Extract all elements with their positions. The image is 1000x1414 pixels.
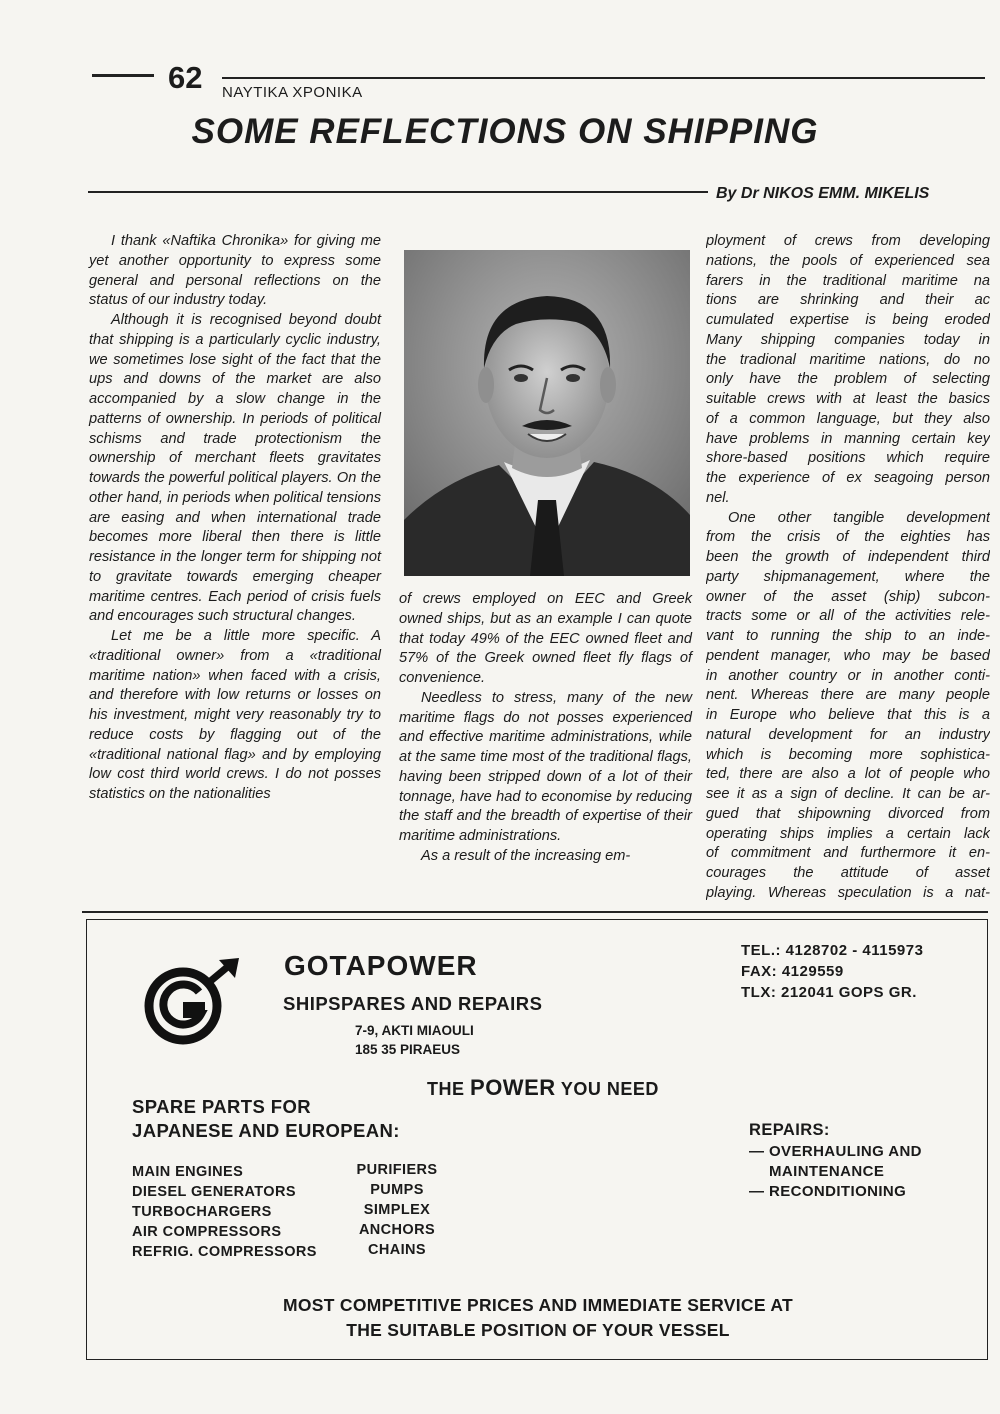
text-line: only have the problem of selecting [706, 371, 990, 388]
text-line: tracts some or all of the activities rele- [706, 608, 990, 625]
text-line: cumulated expertise is being eroded [706, 312, 990, 328]
text-line: nel. [706, 489, 730, 506]
text-line: from the crisis of the eighties has [706, 529, 990, 546]
list-item: SIMPLEX [363, 1202, 431, 1218]
advertisement [86, 919, 988, 1360]
paragraph: Let me be a little more specific. A «traditional owner» from a «traditional maritime nation» when faced with a crisis, and therefore with low returns or losses on his investment, might very reasonably try to reduce costs by flagging out of the «traditional national flag» and by employing low cost third world crews. I do not posses statistics on the nationalities [89, 628, 381, 802]
paragraph: I thank «Naftika Chronika» for giving me yet another opportunity to express some general and personal reflections on the status of our industry today. [89, 233, 381, 309]
list-item: DIESEL GENERATORS [132, 1184, 296, 1200]
list-item: PUMPS [370, 1182, 424, 1198]
repairs-title: REPAIRS: [749, 1121, 830, 1139]
text-line: owner of the asset (ship) subcon- [706, 588, 990, 605]
text-line: nations, the pools of experienced sea [706, 252, 990, 269]
text-line: playing. Whereas speculation is a nat- [706, 884, 990, 901]
list-item: CHAINS [368, 1242, 426, 1258]
text-line: which is becoming more sophistica- [706, 746, 990, 763]
ad-parts-list-left [132, 1162, 317, 1262]
text-line: been the growth of independent third [706, 549, 990, 565]
heading-line: JAPANESE AND EUROPEAN: [132, 1120, 400, 1141]
article-column-2 [399, 590, 692, 867]
text-line: in Europe who believe that this is a [706, 707, 990, 723]
text-line: farers in the traditional maritime na [706, 272, 990, 289]
list-item: PURIFIERS [356, 1162, 438, 1178]
article-title: SOME REFLECTIONS ON SHIPPING [191, 112, 819, 151]
text-line: ted, there are also a lot of people who [706, 766, 990, 783]
address-line: 7-9, AKTI MIAOULI [355, 1023, 474, 1038]
ad-spare-parts-heading [132, 1095, 400, 1143]
text-line: gued that shipowning divorced from [706, 805, 990, 822]
list-item: AIR COMPRESSORS [132, 1224, 282, 1240]
text-line: natural development for an industry [706, 726, 990, 743]
text-line: party shipmanagement, where the [706, 568, 990, 585]
author-photo [404, 250, 690, 576]
ad-contact [741, 940, 923, 1003]
list-item: — RECONDITIONING [749, 1183, 907, 1200]
paragraph: of crews employed on EEC and Greek owned ships, but as an example I can quote that today 49% of the EEC owned fleet and 57% of the Greek owned fleet fly flags of convenience. [399, 591, 692, 686]
address-line: 185 35 PIRAEUS [355, 1042, 461, 1057]
ad-top-rule [82, 911, 988, 913]
text-line: of a common language, but they also [706, 410, 990, 427]
text-line: suitable crews with at least the basics [706, 391, 990, 407]
text-line: in another country or in another conti- [706, 667, 990, 684]
ad-subtitle: SHIPSPARES AND REPAIRS [283, 993, 543, 1014]
ad-repairs [749, 1120, 922, 1202]
text-line: ployment of crews from developing [706, 233, 990, 249]
header-rule-right [222, 77, 985, 79]
text-line: pendent manager, who may be based [706, 647, 990, 664]
list-item: REFRIG. COMPRESSORS [132, 1244, 317, 1260]
text-line: the experience of ex seagoing person [706, 470, 990, 486]
slogan-power: POWER [470, 1075, 556, 1100]
paragraph: As a result of the increasing em- [421, 847, 631, 864]
footer-line: THE SUITABLE POSITION OF YOUR VESSEL [346, 1320, 730, 1340]
ad-parts-list-right [337, 1160, 457, 1260]
text-line: shore-based positions which require [706, 450, 990, 467]
tel: TEL.: 4128702 - 4115973 [741, 942, 924, 959]
paragraph: Needless to stress, many of the new maritime flags do not posses experienced and effective maritime administrations, while at the same time most of the traditional flags, having been stripped down of a lot of their tonnage, have had to economise by reducing the staff and the breadth of expertise of their maritime administrations. [399, 689, 692, 844]
text-line: nent. Whereas there are many people [706, 687, 990, 704]
text-line: the tradional maritime nations, do no [706, 351, 990, 368]
footer-line: MOST COMPETITIVE PRICES AND IMMEDIATE SERVICE AT [283, 1295, 793, 1315]
page-number: 62 [168, 60, 203, 95]
text-line: see it as a sign of decline. It can be ar- [706, 786, 990, 802]
text-line: have problems in manning certain key [706, 430, 990, 447]
text-line: of commitment and furthermore it en- [706, 845, 990, 862]
byline: By Dr NIKOS EMM. MIKELIS [716, 185, 930, 202]
ad-brand-name: GOTAPOWER [284, 950, 478, 981]
list-item: MAINTENANCE [769, 1163, 885, 1180]
list-item: ANCHORS [358, 1222, 436, 1238]
paragraph: Although it is recognised beyond doubt that shipping is a particularly cyclic industry, we sometimes lose sight of the fact that the ups and downs of the market are also accompanied by a slow change in the patterns of ownership. In periods of political schisms and trade protectionism the ownership of merchant fleets gravitates towards the powerful political players. On the other hand, in periods when political tensions are easing and when international trade becomes more liberal then there is little resistance in the longer term for shipping not to gravitate towards emerging cheaper maritime centres. Each period of crisis fuels and encourages such structural changes. [89, 312, 381, 625]
ad-slogan [427, 1075, 659, 1101]
text-line: courages the attitude of asset [706, 865, 990, 881]
article-column-1 [89, 232, 381, 805]
gotapower-logo-icon [139, 956, 249, 1046]
text-line: vant to running the ship to an inde- [706, 628, 990, 644]
journal-name: ΝΑΥΤΙΚΑ ΧΡΟΝΙΚΑ [222, 84, 363, 101]
ad-address [355, 1021, 474, 1059]
byline-rule [88, 191, 708, 193]
fax: FAX: 4129559 [741, 963, 844, 980]
text-line: operating ships implies a certain lack [706, 825, 990, 842]
header-rule-left [92, 74, 154, 77]
ad-footer [87, 1293, 989, 1343]
text-line: One other tangible development [728, 509, 990, 526]
text-line: tions are shrinking and their ac [706, 292, 990, 309]
telex: TLX: 212041 GOPS GR. [741, 984, 917, 1001]
portrait-illustration [404, 250, 690, 576]
slogan-part: YOU NEED [555, 1079, 659, 1099]
text-line: Many shipping companies today in [706, 331, 990, 348]
heading-line: SPARE PARTS FOR [132, 1096, 312, 1117]
list-item: — OVERHAULING AND [749, 1143, 922, 1160]
list-item: TURBOCHARGERS [132, 1204, 272, 1220]
article-column-3 [706, 232, 990, 904]
slogan-part: THE [427, 1079, 471, 1099]
list-item: MAIN ENGINES [132, 1164, 244, 1180]
